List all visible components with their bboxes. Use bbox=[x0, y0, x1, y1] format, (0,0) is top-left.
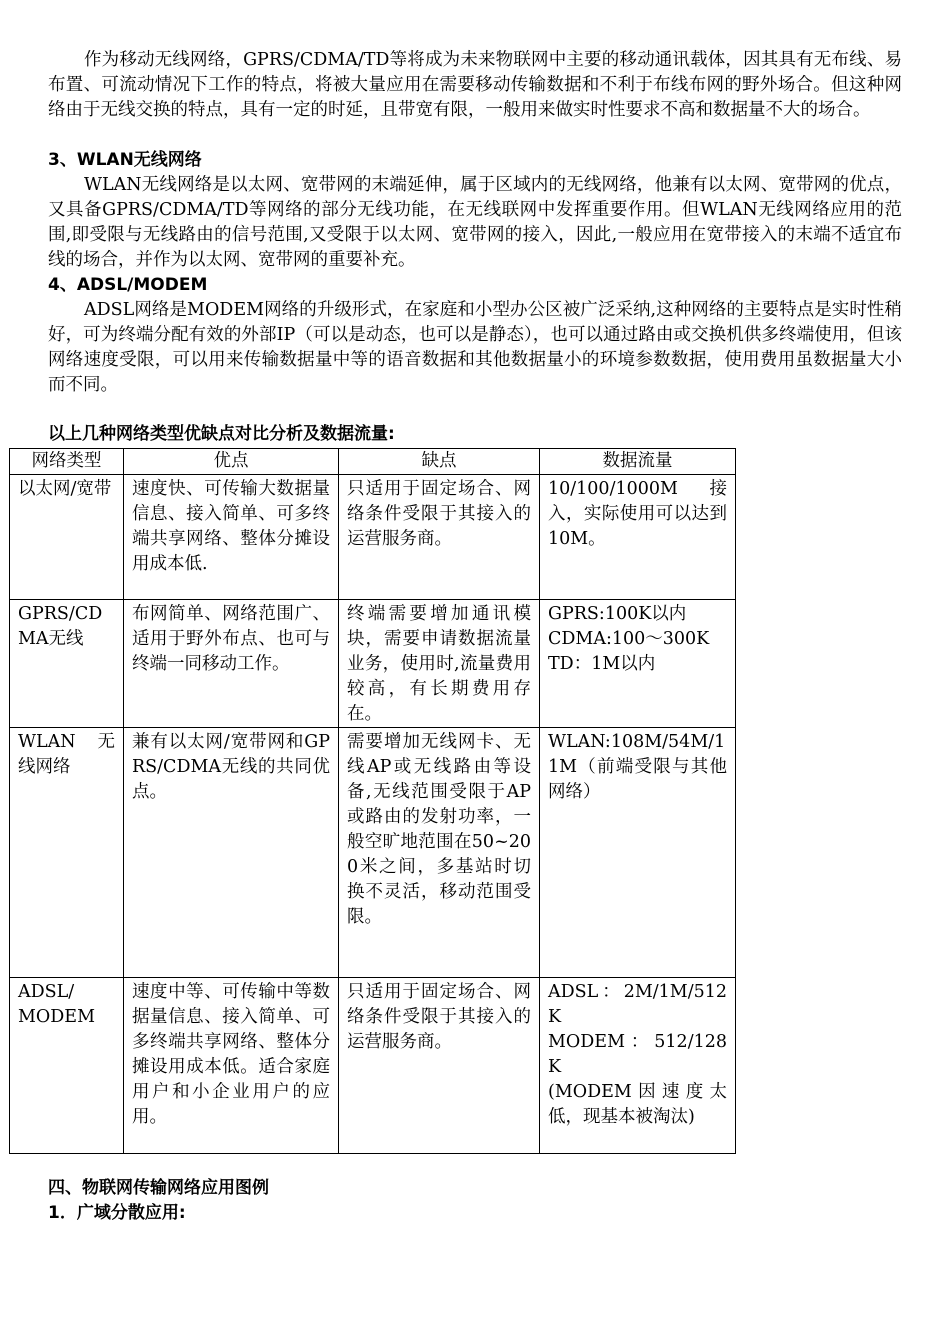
cell-pros: 兼有以太网/宽带网和GPRS/CDMA无线的共同优点。 bbox=[124, 728, 339, 978]
cell-cons: 只适用于固定场合、网络条件受限于其接入的运营服务商。 bbox=[339, 978, 540, 1154]
paragraph-mobile-wireless: 作为移动无线网络，GPRS/CDMA/TD等将成为未来物联网中主要的移动通讯载体，因其具有无布线、易布置、可流动情况下工作的特点，将被大量应用在需要移动传输数据和不利于布线布网的野外场合。但这种网络由于无线交换的特点，具有一定的时延，且带宽有限，一般用来做实时性要求不高和数据量不大的场合。 bbox=[48, 50, 902, 120]
cell-cons: 终端需要增加通讯模块，需要申请数据流量业务，使用时,流量费用较高，有长期费用存在。 bbox=[339, 600, 540, 728]
cell-pros: 速度快、可传输大数据量信息、接入简单、可多终端共享网络、整体分摊设用成本低. bbox=[124, 475, 339, 600]
subheading-wide-area: 1．广域分散应用: bbox=[48, 1203, 186, 1223]
cell-traffic: ADSL：2M/1M/512K MODEM：512/128 K (MODEM因速度太低，现基本被淘汰) bbox=[540, 978, 736, 1154]
paragraph-wlan: WLAN无线网络是以太网、宽带网的末端延伸，属于区域内的无线网络，他兼有以太网、宽带网的优点，又具备GPRS/CDMA/TD等网络的部分无线功能，在无线联网中发挥重要作用。但WLAN无线网络应用的范围,即受限与无线路由的信号范围,又受限于以太网、宽带网的接入，因此,一般应用在宽带接入的末端不适宜布线的场合，并作为以太网、宽带网的重要补充。 bbox=[48, 175, 902, 270]
header-network-type: 网络类型 bbox=[10, 449, 124, 475]
heading-wlan: 3、WLAN无线网络 bbox=[48, 150, 202, 170]
cell-cons: 只适用于固定场合、网络条件受限于其接入的运营服务商。 bbox=[339, 475, 540, 600]
cell-network-type: ADSL/ MODEM bbox=[10, 978, 124, 1154]
paragraph-adsl: ADSL网络是MODEM网络的升级形式，在家庭和小型办公区被广泛采纳,这种网络的主要特点是实时性稍好，可为终端分配有效的外部IP（可以是动态，也可以是静态），也可以通过路由或交换机供多终端使用，但该网络速度受限，可以用来传输数据量中等的语音数据和其他数据量小的环境参数数据，使用费用虽数据量大小而不同。 bbox=[48, 300, 902, 395]
table-row bbox=[10, 600, 736, 728]
header-traffic: 数据流量 bbox=[540, 449, 736, 475]
cell-traffic: 10/100/1000M 接入，实际使用可以达到10M。 bbox=[540, 475, 736, 600]
table-row bbox=[10, 728, 736, 978]
table-caption: 以上几种网络类型优缺点对比分析及数据流量: bbox=[48, 424, 395, 444]
header-pros: 优点 bbox=[124, 449, 339, 475]
cell-network-type: 以太网/宽带 bbox=[10, 475, 124, 600]
table-row bbox=[10, 978, 736, 1154]
header-cons: 缺点 bbox=[339, 449, 540, 475]
cell-pros: 速度中等、可传输中等数据量信息、接入简单、可多终端共享网络、整体分摊设用成本低。适合家庭用户和小企业用户的应用。 bbox=[124, 978, 339, 1154]
cell-network-type: GPRS/CDMA无线 bbox=[10, 600, 124, 728]
cell-traffic: GPRS:100K以内 CDMA:100～300K TD：1M以内 bbox=[540, 600, 736, 728]
table-header-row bbox=[10, 449, 736, 475]
section-heading-examples: 四、物联网传输网络应用图例 bbox=[48, 1178, 269, 1198]
cell-network-type: WLAN 无线网络 bbox=[10, 728, 124, 978]
cell-traffic: WLAN:108M/54M/11M（前端受限与其他网络） bbox=[540, 728, 736, 978]
heading-adsl: 4、ADSL/MODEM bbox=[48, 275, 208, 295]
comparison-table bbox=[9, 448, 736, 1154]
cell-cons: 需要增加无线网卡、无线AP或无线路由等设备,无线范围受限于AP或路由的发射功率，一般空旷地范围在50~200米之间，多基站时切换不灵活，移动范围受限。 bbox=[339, 728, 540, 978]
cell-pros: 布网简单、网络范围广、适用于野外布点、也可与终端一同移动工作。 bbox=[124, 600, 339, 728]
table-row bbox=[10, 475, 736, 600]
